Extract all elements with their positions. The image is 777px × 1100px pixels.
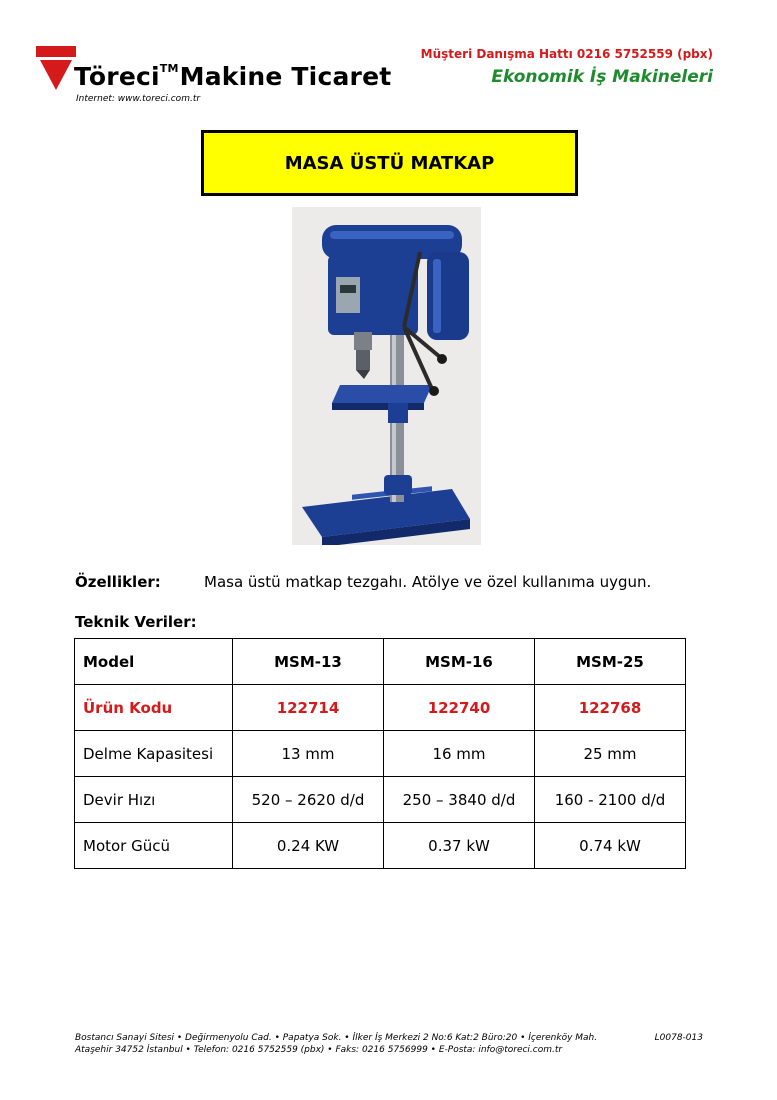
table-cell: 122768 [535,685,686,731]
table-cell: 0.74 kW [535,823,686,869]
trademark: TM [159,61,179,75]
row-label: Devir Hızı [75,777,233,823]
tagline: Ekonomik İş Makineleri [491,67,713,87]
brand-name: Töreci [74,62,160,91]
hotline-text: Müşteri Danışma Hattı 0216 5752559 (pbx) [420,47,713,61]
table-cell: MSM-25 [535,639,686,685]
table-cell: 520 – 2620 d/d [233,777,384,823]
spec-table [74,638,686,869]
document-code: L0078-013 [654,1033,703,1043]
toreci-logo-icon [36,46,76,90]
footer-address-line1: Bostancı Sanayi Sitesi • Değirmenyolu Cad. • Papatya Sok. • İlker İş Merkezi 2 No:6 Kat:2 Büro:20 • İçerenköy Mah. [75,1033,598,1043]
table-cell: MSM-13 [233,639,384,685]
table-cell: 0.37 kW [384,823,535,869]
tech-data-label: Teknik Veriler: [75,613,197,631]
features-label: Özellikler: [75,573,161,591]
table-row-product-code [75,685,686,731]
table-row-speed [75,777,686,823]
table-cell: 13 mm [233,731,384,777]
website-text: Internet: www.toreci.com.tr [76,94,201,104]
table-cell: 250 – 3840 d/d [384,777,535,823]
table-cell: 25 mm [535,731,686,777]
table-row-motor-power [75,823,686,869]
table-row-capacity [75,731,686,777]
table-cell: MSM-16 [384,639,535,685]
table-cell: 160 - 2100 d/d [535,777,686,823]
row-label: Motor Gücü [75,823,233,869]
row-label: Delme Kapasitesi [75,731,233,777]
table-cell: 122740 [384,685,535,731]
table-cell: 16 mm [384,731,535,777]
brand-suffix: Makine Ticaret [179,62,392,91]
drill-press-icon [292,207,481,545]
table-row-model [75,639,686,685]
features-text: Masa üstü matkap tezgahı. Atölye ve özel kullanıma uygun. [204,573,652,591]
footer-address-line2: Ataşehir 34752 İstanbul • Telefon: 0216 5752559 (pbx) • Faks: 0216 5756999 • E-Posta: info@toreci.com.tr [75,1045,563,1055]
table-cell: 0.24 KW [233,823,384,869]
product-photo [292,207,481,545]
table-cell: 122714 [233,685,384,731]
row-label: Ürün Kodu [75,685,233,731]
page-title: MASA ÜSTÜ MATKAP [201,130,578,196]
company-name [74,62,391,91]
row-label: Model [75,639,233,685]
